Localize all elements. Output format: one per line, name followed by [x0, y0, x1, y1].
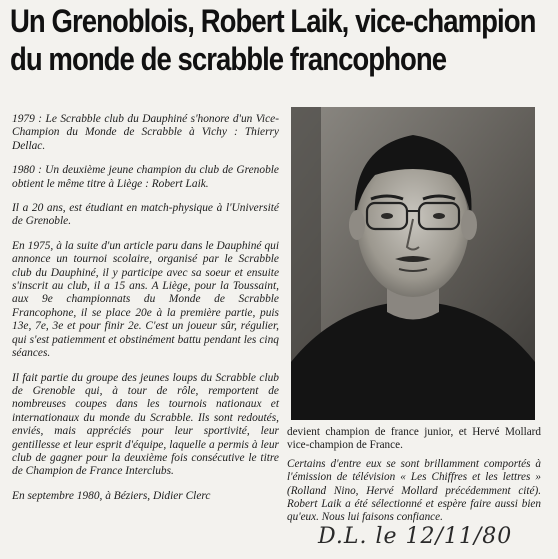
paragraph-age: Il a 20 ans, est étudiant en match-physique à l'Université de Grenoble.	[12, 202, 279, 228]
article-left-column	[12, 113, 279, 514]
paragraph-mollard: devient champion de france junior, et Hervé Mollard vice-champion de France.	[287, 426, 541, 452]
headline-line-1: Un Grenoblois, Robert Laik, vice-champion	[10, 3, 536, 39]
paragraph-group: Il fait partie du groupe des jeunes loups du Scrabble club de Grenoble qui, à tour de rôle, remportent de nombreuses coupes dans les tournois nationaux et internationaux du monde du Scrabble. Ils sont redoutés, enviés, mais appréciés pour leur sportivité, leur gentillesse et leur esprit d'équipe, laquelle a permis à leur club de gagner pour la deuxième fois consécutive le titre de Champion de France Interclubs.	[12, 371, 279, 478]
handwritten-date: D.L. le 12/11/80	[318, 524, 513, 549]
headline	[10, 2, 552, 78]
headline-line-2: du monde de scrabble francophone	[10, 41, 447, 77]
article-right-column	[287, 426, 541, 530]
paragraph-television: Certains d'entre eux se sont brillamment comportés à l'émission de télévision « Les Chiffres et les lettres » (Rolland Nino, Hervé Mollard précédemment cité). Robert Laik a été sélectionné et espère faire aussi bien qu'eux. Nous lui faisons confiance.	[287, 457, 541, 524]
paragraph-1979: 1979 : Le Scrabble club du Dauphiné s'honore d'un Vice-Champion du Monde de Scrabble à Vichy : Thierry Dellac.	[12, 113, 279, 152]
portrait-image	[291, 107, 535, 420]
paragraph-beziers: En septembre 1980, à Béziers, Didier Clerc	[12, 489, 211, 502]
paragraph-history: En 1975, à la suite d'un article paru dans le Dauphiné qui annonce un tournoi scolaire, organisé par le Scrabble club du Dauphiné, il y participe avec sa soeur et ensuite s'inscrit au club, il a 15 ans. A Liège, pour la Toussaint, aux 9e championnats du Monde de Scrabble Francophone, il se place 20e à la première partie, puis 13e, 7e, 3e et pour finir 2e. C'est un joueur sûr, régulier, qui s'est patiemment et obstinément battu pendant les cinq séances.	[12, 239, 279, 360]
portrait-photo	[291, 107, 535, 420]
paragraph-1980: 1980 : Un deuxième jeune champion du club de Grenoble obtient le même titre à Liège : Robert Laik.	[12, 164, 279, 190]
